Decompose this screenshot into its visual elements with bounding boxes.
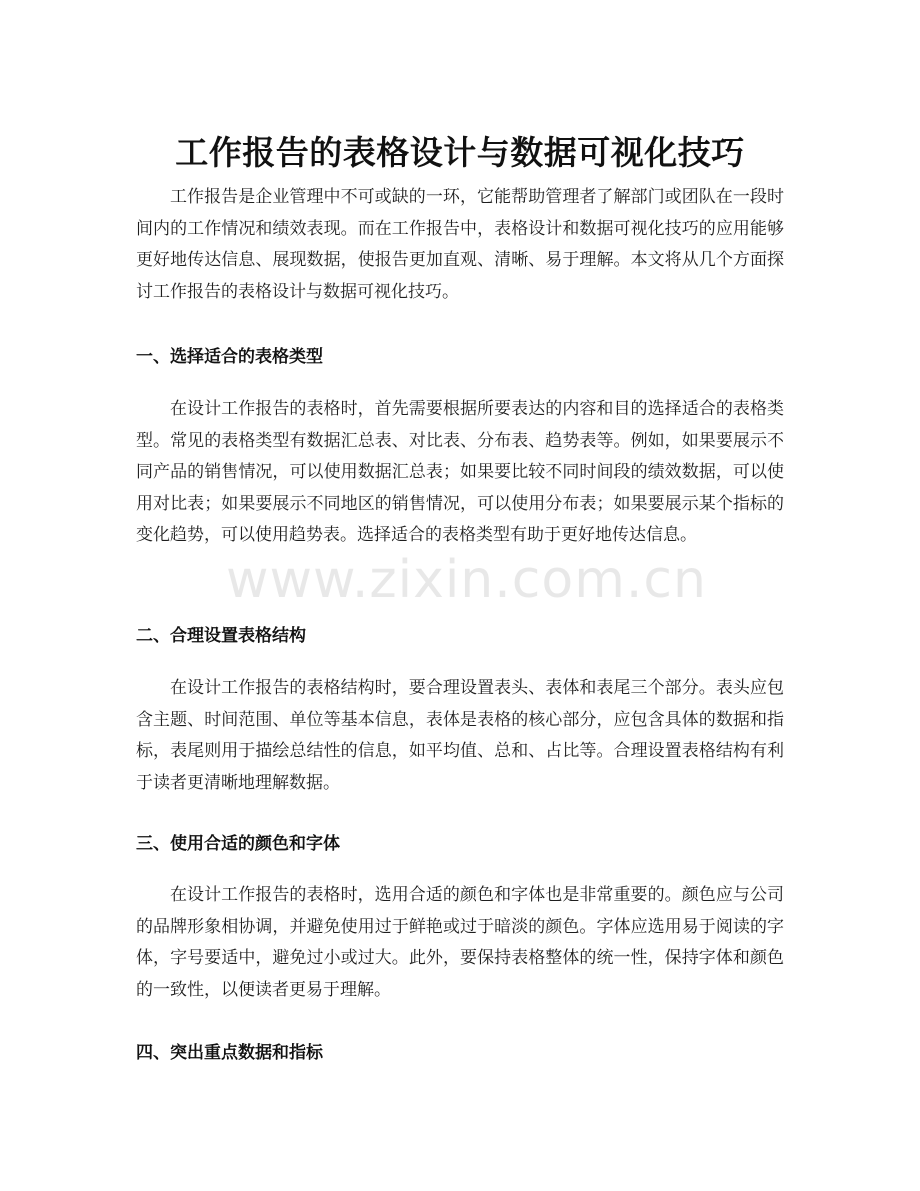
section-1-heading: 一、选择适合的表格类型 — [136, 347, 323, 367]
watermark: www.zixin.com.cn — [226, 550, 707, 610]
intro-paragraph: 工作报告是企业管理中不可或缺的一环，它能帮助管理者了解部门或团队在一段时间内的工作情况和绩效表现。而在工作报告中，表格设计和数据可视化技巧的应用能够更好地传达信息、展现数据，使报告更加直观、清晰、易于理解。本文将从几个方面探讨工作报告的表格设计与数据可视化技巧。 — [136, 187, 784, 302]
section-3-paragraph: 在设计工作报告的表格时，选用合适的颜色和字体也是非常重要的。颜色应与公司的品牌形象相协调，并避免使用过于鲜艳或过于暗淡的颜色。字体应选用易于阅读的字体，字号要适中，避免过小或过大。此外，要保持表格整体的统一性，保持字体和颜色的一致性，以便读者更易于理解。 — [136, 885, 784, 1000]
section-1-paragraph: 在设计工作报告的表格时，首先需要根据所要表达的内容和目的选择适合的表格类型。常见的表格类型有数据汇总表、对比表、分布表、趋势表等。例如，如果要展示不同产品的销售情况，可以使用数据汇总表；如果要比较不同时间段的绩效数据，可以使用对比表；如果要展示不同地区的销售情况，可以使用分布表；如果要展示某个指标的变化趋势，可以使用趋势表。选择适合的表格类型有助于更好地传达信息。 — [136, 399, 784, 545]
page-title: 工作报告的表格设计与数据可视化技巧 — [175, 133, 745, 173]
section-3-heading: 三、使用合适的颜色和字体 — [136, 834, 340, 854]
section-2-heading: 二、合理设置表格结构 — [136, 626, 306, 646]
section-2-paragraph: 在设计工作报告的表格结构时，要合理设置表头、表体和表尾三个部分。表头应包含主题、时间范围、单位等基本信息，表体是表格的核心部分，应包含具体的数据和指标，表尾则用于描绘总结性的信息，如平均值、总和、占比等。合理设置表格结构有利于读者更清晰地理解数据。 — [136, 678, 784, 793]
section-4-heading: 四、突出重点数据和指标 — [136, 1043, 323, 1063]
